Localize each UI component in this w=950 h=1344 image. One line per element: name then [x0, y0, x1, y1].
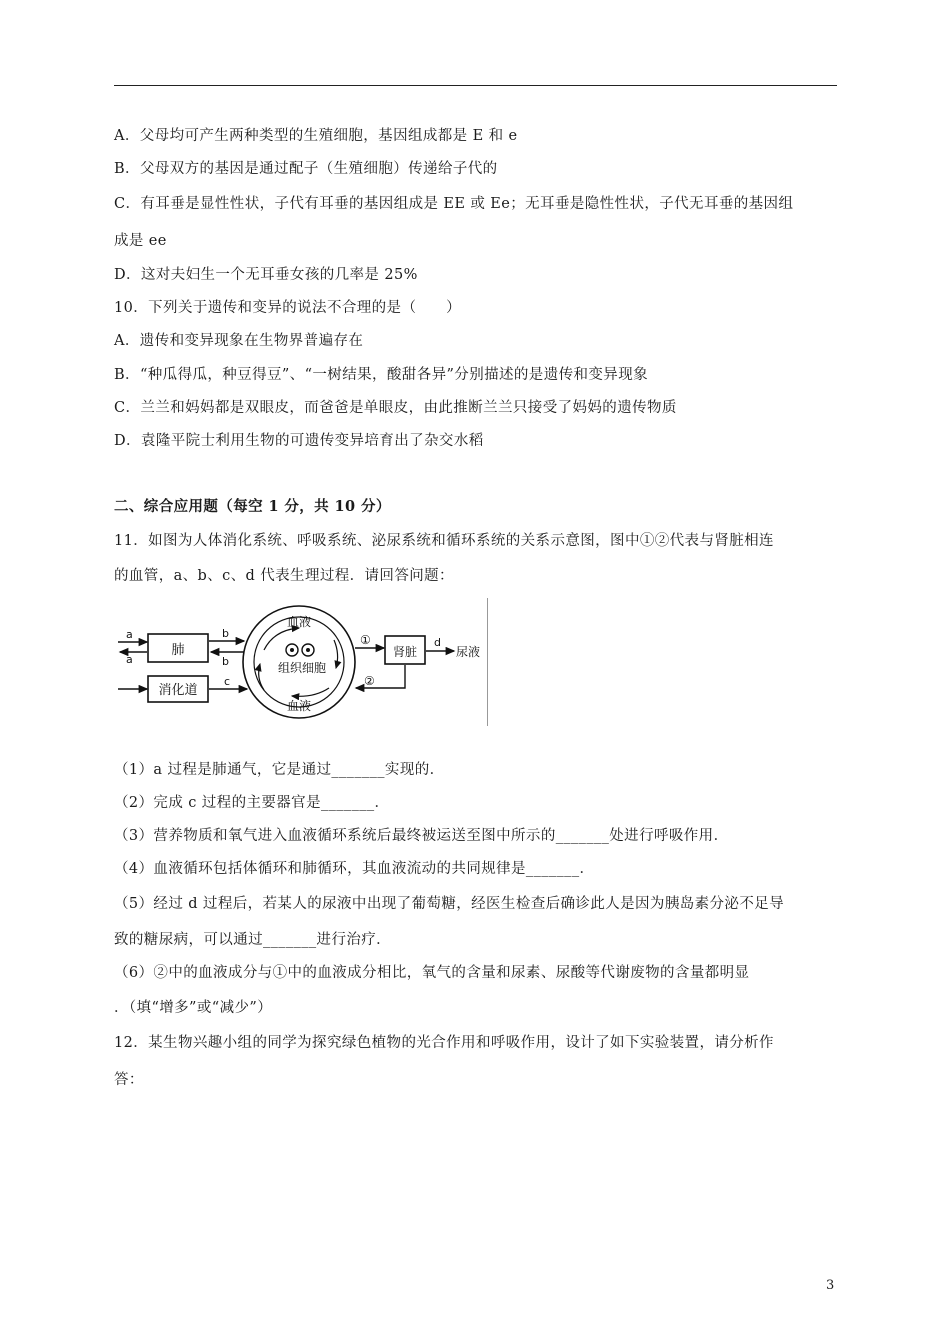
label-b2: b: [222, 655, 229, 668]
q9-option-b: B．父母双方的基因是通过配子（生殖细胞）传递给子代的: [114, 161, 498, 177]
q10-option-c: C．兰兰和妈妈都是双眼皮，而爸爸是单眼皮，由此推断兰兰只接受了妈妈的遗传物质: [114, 400, 677, 416]
q10-option-d: D．袁隆平院士利用生物的可遗传变异培育出了杂交水稻: [114, 433, 484, 449]
q9-option-c-line1: C．有耳垂是显性性状，子代有耳垂的基因组成是 EE 或 Ee；无耳垂是隐性性状，子代无耳垂的基因组: [114, 196, 794, 212]
diagram-border-line: [487, 598, 488, 726]
q10-stem: 10．下列关于遗传和变异的说法不合理的是（ ）: [114, 300, 462, 316]
page-number: 3: [826, 1278, 835, 1293]
q9-option-c-line2: 成是 ee: [114, 233, 167, 249]
vessel-2-label: ②: [364, 674, 375, 688]
label-b: b: [222, 627, 229, 640]
q11-stem-line2: 的血管，a、b、c、d 代表生理过程．请回答问题：: [114, 568, 454, 584]
blood-top-label: 血液: [286, 615, 312, 629]
header-rule: [114, 85, 837, 86]
q11-sub5-line1: （5）经过 d 过程后，若某人的尿液中出现了葡萄糖，经医生检查后确诊此人是因为胰岛素分泌不足导: [114, 896, 785, 912]
label-d: d: [434, 636, 441, 649]
q11-sub3: （3）营养物质和氧气进入血液循环系统后最终被运送至图中所示的_______处进行呼吸作用．: [114, 828, 729, 844]
kidney-label: 肾脏: [392, 645, 418, 659]
section-2-title: 二、综合应用题（每空 1 分，共 10 分）: [114, 498, 391, 515]
q9-option-d: D．这对夫妇生一个无耳垂女孩的几率是 25%: [114, 267, 418, 283]
label-c: c: [224, 675, 231, 688]
label-a: a: [126, 628, 133, 641]
q9-option-a: A．父母均可产生两种类型的生殖细胞，基因组成都是 E 和 e: [114, 128, 518, 144]
q11-sub4: （4）血液循环包括体循环和肺循环，其血液流动的共同规律是_______．: [114, 861, 595, 877]
q11-sub2: （2）完成 c 过程的主要器官是_______．: [114, 795, 390, 811]
digestive-label: 消化道: [158, 683, 198, 698]
q12-stem-line1: 12．某生物兴趣小组的同学为探究绿色植物的光合作用和呼吸作用，设计了如下实验装置，请分析作: [114, 1035, 774, 1051]
urine-label: 尿液: [456, 645, 481, 659]
q10-option-a: A．遗传和变异现象在生物界普遍存在: [114, 333, 364, 349]
lung-label: 肺: [171, 643, 185, 658]
tissue-label: 组织细胞: [277, 661, 327, 675]
q11-stem-line1: 11．如图为人体消化系统、呼吸系统、泌尿系统和循环系统的关系示意图，图中①②代表与肾脏相连: [114, 533, 774, 549]
q12-stem-line2: 答：: [114, 1072, 144, 1088]
q11-sub6-line2: ．（填“增多”或“减少”）: [114, 1000, 273, 1016]
label-a2: a: [126, 653, 133, 666]
vessel-1-label: ①: [360, 633, 371, 647]
circulation-diagram: [114, 598, 494, 728]
q11-sub1: （1）a 过程是肺通气，它是通过_______实现的．: [114, 762, 445, 778]
q10-option-b: B．“种瓜得瓜，种豆得豆”、“一树结果，酸甜各异”分别描述的是遗传和变异现象: [114, 367, 649, 383]
q11-sub6-line1: （6）②中的血液成分与①中的血液成分相比，氧气的含量和尿素、尿酸等代谢废物的含量都明显: [114, 965, 750, 981]
q11-sub5-line2: 致的糖尿病，可以通过_______进行治疗．: [114, 932, 392, 948]
blood-bottom-label: 血液: [286, 699, 312, 713]
